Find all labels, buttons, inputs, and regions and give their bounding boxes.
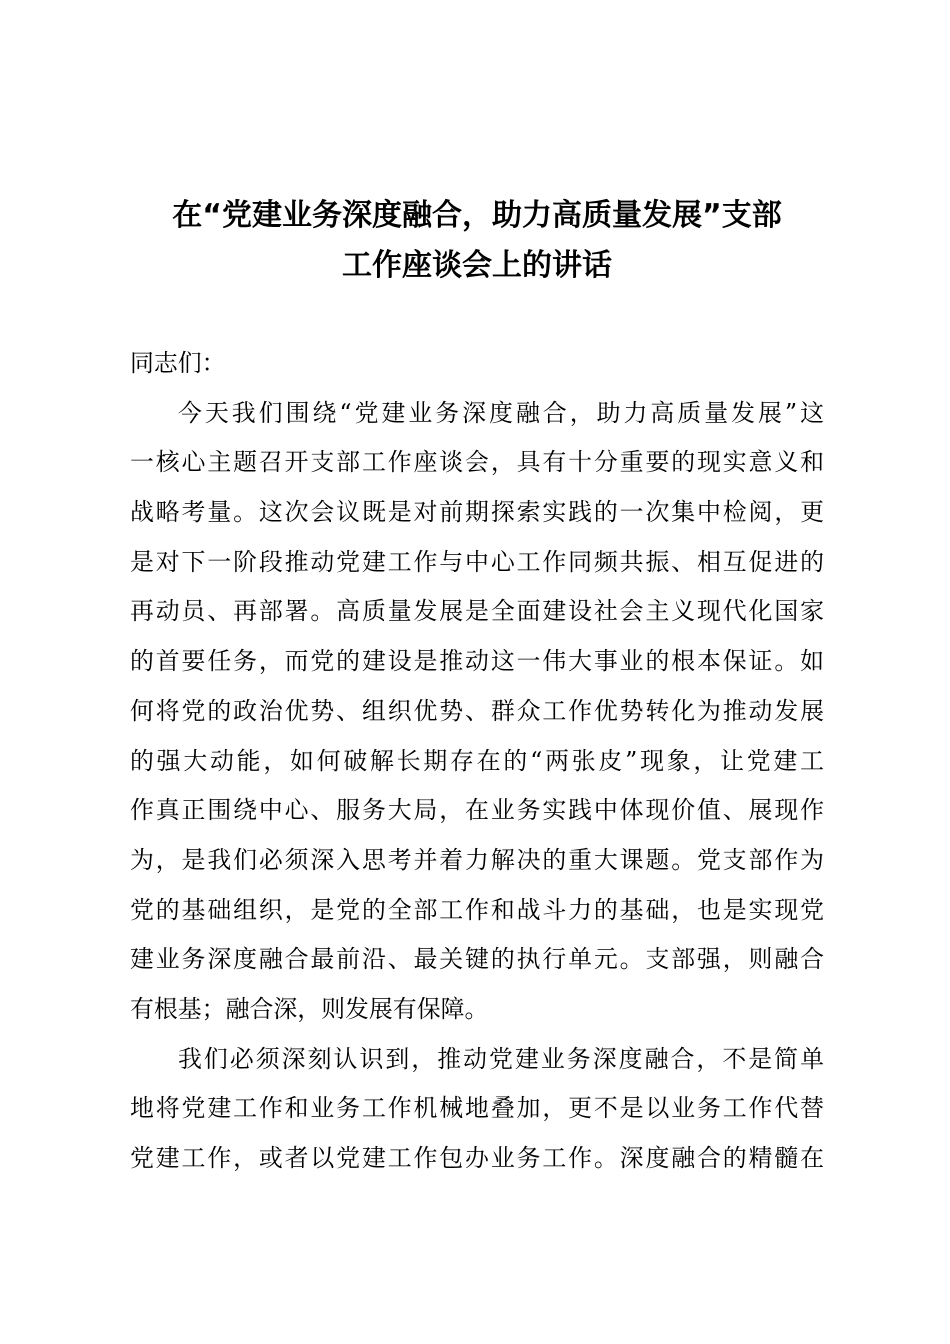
- title-line-1: 在“党建业务深度融合，助力高质量发展”支部: [172, 198, 782, 233]
- paragraph-line: 是对下一阶段推动党建工作与中心工作同频共振、相互促进的: [130, 547, 824, 576]
- paragraph-1: [130, 389, 824, 1035]
- paragraph-line: 党的基础组织，是党的全部工作和战斗力的基础，也是实现党: [130, 895, 824, 924]
- paragraph-line: 地将党建工作和业务工作机械地叠加，更不是以业务工作代替: [130, 1094, 824, 1123]
- paragraph-line: 今天我们围绕“党建业务深度融合，助力高质量发展”这: [178, 398, 824, 427]
- paragraph-line: 一核心主题召开支部工作座谈会，具有十分重要的现实意义和: [130, 448, 824, 477]
- paragraph-line: 再动员、再部署。高质量发展是全面建设社会主义现代化国家: [130, 597, 824, 626]
- paragraph-line: 为，是我们必须深入思考并着力解决的重大课题。党支部作为: [130, 845, 824, 874]
- paragraph-2: [130, 1035, 824, 1184]
- paragraph-line: 的强大动能，如何破解长期存在的“两张皮”现象，让党建工: [130, 746, 824, 775]
- paragraph-line: 我们必须深刻认识到，推动党建业务深度融合，不是简单: [178, 1044, 824, 1073]
- document-title: [130, 191, 824, 291]
- paragraph-line: 有根基；融合深，则发展有保障。: [130, 994, 489, 1023]
- salutation: 同志们：: [130, 349, 226, 377]
- document-body: [130, 339, 824, 1184]
- paragraph-line: 何将党的政治优势、组织优势、群众工作优势转化为推动发展: [130, 696, 824, 725]
- title-line-2: 工作座谈会上的讲话: [342, 248, 612, 283]
- paragraph-line: 作真正围绕中心、服务大局，在业务实践中体现价值、展现作: [130, 796, 824, 825]
- paragraph-line: 建业务深度融合最前沿、最关键的执行单元。支部强，则融合: [130, 945, 824, 974]
- paragraph-line: 战略考量。这次会议既是对前期探索实践的一次集中检阅，更: [130, 498, 824, 527]
- paragraph-line: 党建工作，或者以党建工作包办业务工作。深度融合的精髓在: [130, 1144, 824, 1172]
- paragraph-line: 的首要任务，而党的建设是推动这一伟大事业的根本保证。如: [130, 647, 824, 676]
